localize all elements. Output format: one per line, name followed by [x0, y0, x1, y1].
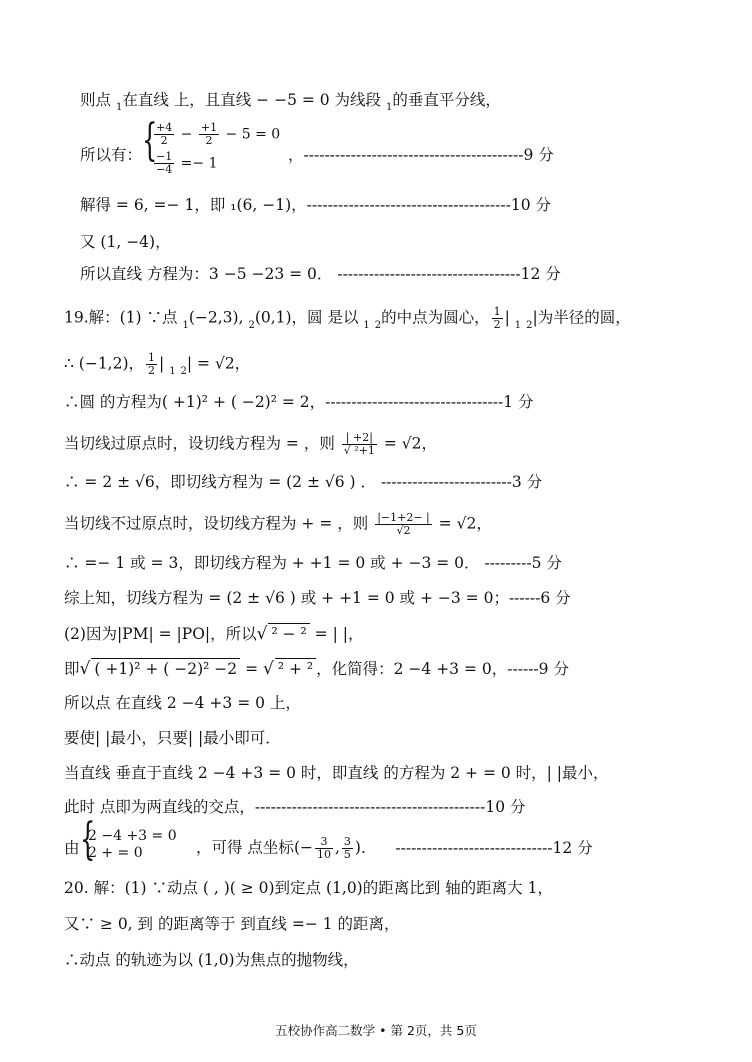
text: =− 1 — [180, 155, 218, 172]
text: 所以有： — [80, 146, 143, 164]
line-15: 即√ ( +1)² + ( −2)² −2 = √² + ² ，化简得：2 −4 +3 = 0，------9 分 — [64, 659, 569, 679]
line-10: ∴ = 2 ± √6，即切线方程为 = (2 ± √6 ) ． -------------------------3 分 — [64, 473, 543, 491]
line-11: 当切线不过原点时，设切线方程为 + = ，则 $\frac{|-1+2- |}{√2}$ = √2， — [64, 511, 492, 537]
subscript: 1 — [386, 102, 393, 113]
line-1 — [80, 90, 501, 113]
line-23: ∴动点 的轨迹为以 (1,0)为焦点的抛物线， — [64, 951, 359, 969]
system-row-2 — [152, 151, 280, 176]
line-21: 20. 解：(1) ∵动点 ( , )( ≥ 0)到定点 (1,0)的距离比到 轴的距离大 1， — [64, 879, 553, 897]
fraction: $\frac{-1}{-4}$ — [156, 150, 173, 176]
left-brace: { — [80, 814, 96, 865]
fraction: $\frac{3}{10}$ — [316, 835, 331, 861]
system-row-2: 2 + = 0 — [88, 845, 143, 861]
fraction: $\frac{|-1+2- |}{√2}$ — [377, 511, 430, 537]
line-13: 综上知，切线方程为 = (2 ± √6 ) 或 + +1 = 0 或 + −3 = 0；------6 分 — [64, 589, 571, 607]
line-22: 又∵ ≥ 0, 到 的距离等于 到直线 =− 1 的距离， — [64, 915, 400, 933]
text: 在直线 上，且直线 − −5 = 0 为线段 — [122, 91, 386, 109]
line-6: 19.解：(1) ∵点 $_1$(−2,3), $_2$(0,1)，圆 是以 $_1$ $_2$的中点为圆心， $\frac{1}{2}$ | $_1$ $_2$|为半径的圆， — [64, 305, 631, 331]
text: 的垂直平分线， — [392, 91, 501, 109]
line-18: 当直线 垂直于直线 2 −4 +3 = 0 时，即直线 的方程为 2 + = 0 时，| |最小， — [64, 764, 609, 782]
fraction: $\frac{| +2|}{\text{√ ²+1}}$ — [343, 431, 375, 457]
page-footer: 五校协作高二数学 • 第 2页，共 5页 — [275, 1023, 477, 1038]
fraction: $\frac{+4}{2}$ — [156, 121, 173, 147]
text: − — [180, 126, 193, 143]
text: − 5 = 0 — [225, 126, 281, 143]
line-3: 解得 = 6, =− 1，即 ₁(6, −1)，---------------------------------------10 分 — [80, 196, 552, 214]
line-12: ∴ =− 1 或 = 3，即切线方程为 + +1 = 0 或 + −3 = 0． ---------5 分 — [64, 554, 562, 572]
system-row-1 — [152, 122, 280, 147]
line-16: 所以点 在直线 2 −4 +3 = 0 上， — [64, 694, 301, 712]
score-marker: ，------------------------------------------9 分 — [288, 146, 554, 164]
line-19: 此时 点即为两直线的交点，--------------------------------------------10 分 — [64, 798, 526, 816]
line-17: 要使| |最小，只要| |最小即可． — [64, 729, 281, 747]
equation-system — [152, 122, 280, 176]
line-20-label: 由 — [64, 839, 80, 857]
subscript: 1 — [115, 102, 123, 113]
line-2-label — [80, 145, 142, 165]
text: 则点 — [80, 91, 116, 109]
line-4: 又 (1, −4)， — [80, 233, 171, 251]
line-2-tail — [288, 145, 554, 165]
system-row-1: 2 −4 +3 = 0 — [88, 828, 177, 844]
fraction: $\frac{1}{2}$ — [493, 305, 501, 331]
fraction: $\frac{3}{5}$ — [343, 835, 351, 861]
line-20-tail: ，可得 点坐标(− $\frac{3}{10}$ , $\frac{3}{5}$ )． ------------------------------12 分 — [196, 835, 593, 861]
fraction: $\frac{+1}{2}$ — [200, 121, 218, 147]
line-7: ∴ (−1,2)， $\frac{1}{2}$ | $_1$ $_2$| = √2， — [64, 351, 251, 377]
fraction: $\frac{1}{2}$ — [148, 351, 156, 377]
line-5: 所以直线 方程为：3 −5 −23 = 0． -----------------------------------12 分 — [80, 265, 561, 283]
line-9: 当切线过原点时，设切线方程为 = ，则 $\frac{| +2|}{\text{√ ²+1}}$ = √2， — [64, 431, 438, 457]
equation-system — [88, 828, 177, 862]
left-brace: { — [142, 115, 158, 166]
score-marker: ------------------------------12 分 — [395, 838, 593, 857]
line-14: (2)因为|PM| = |PO|，所以√² − ² = | |， — [64, 624, 364, 644]
line-8: ∴圆 的方程为( +1)² + ( −2)² = 2，----------------------------------1 分 — [64, 393, 534, 411]
